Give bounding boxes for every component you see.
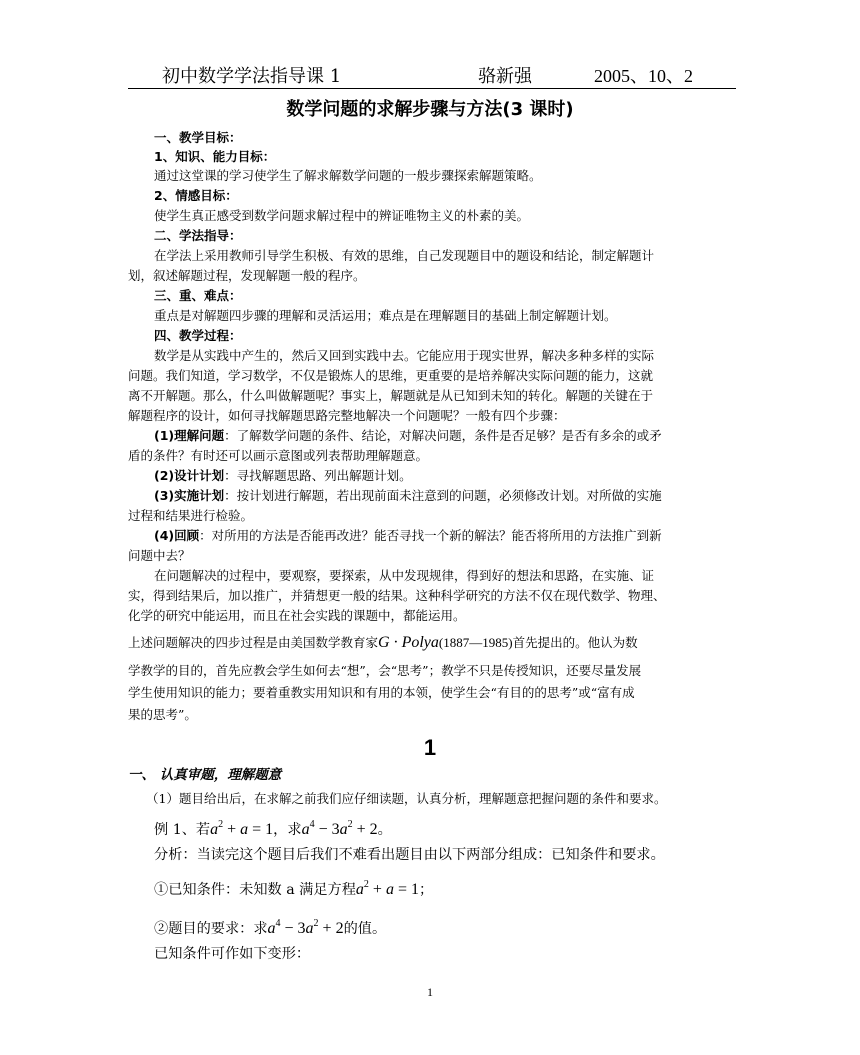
process-p1-line4: 解题程序的设计，如何寻找解题思路完整地解决一个问题呢？一般有四个步骤： [128, 408, 566, 423]
polya-years: (1887—1985) [438, 635, 513, 650]
step3-line1 [154, 486, 662, 505]
step4-line1 [154, 526, 662, 545]
condition-1-end: ； [418, 882, 434, 898]
keypoints-text: 重点是对解题四步骤的理解和灵活运用；难点是在理解题目的基础上制定解题计划。 [154, 308, 617, 323]
step4-label: (4)回顾 [154, 528, 200, 543]
polya-line2: 学教学的目的，首先应教会学生如何去“想”，会“思考”；教学不只是传授知识，还要尽量发展 [128, 663, 642, 678]
knowledge-text: 通过这堂课的学习使学生了解求解数学问题的一般步骤探索解题策略。 [154, 168, 542, 183]
process-p2-line3: 化学的研究中能运用，而且在社会实践的课题中，都能运用。 [128, 608, 466, 623]
part1-heading: 一、 认真审题，理解题意 [128, 767, 282, 783]
header-author: 骆新强 [478, 66, 532, 87]
step1-line2: 盾的条件？有时还可以画示意图或列表帮助理解题意。 [128, 448, 429, 463]
page-number: 1 [427, 985, 433, 999]
page-header [128, 60, 736, 89]
emotion-text: 使学生真正感受到数学问题求解过程中的辨证唯物主义的朴素的美。 [154, 208, 530, 223]
example-label: 例 1、若 [154, 822, 211, 838]
step2-line [154, 466, 412, 485]
guidance-heading: 二、学法指导： [154, 228, 242, 243]
polya-line4: 果的思考”。 [128, 707, 197, 722]
step1-label: (1)理解问题 [154, 428, 225, 443]
step2-text: ：寻找解题思路、列出解题计划。 [224, 468, 412, 483]
condition-2: ②题目的要求：求$a^4 - 3a^2 + 2$的值。 [154, 918, 387, 937]
process-p2-line1: 在问题解决的过程中，要观察，要探索，从中发现规律，得到好的想法和思路，在实施、证 [154, 568, 655, 583]
header-course: 初中数学学法指导课 1 [162, 66, 342, 87]
step1-line1 [154, 426, 662, 445]
header-date: 2005、10、2 [594, 66, 693, 86]
process-p1-line3: 离不开解题。那么，什么叫做解题呢？事实上，解题就是从已知到未知的转化。解题的关键在于 [128, 388, 654, 403]
step1-text: ：了解数学问题的条件、结论，对解决问题，条件是否足够？是否有多余的或矛 [224, 428, 662, 443]
document-title: 数学问题的求解步骤与方法(3 课时) [286, 99, 574, 120]
condition-1-pre: ①已知条件：未知数 a 满足方程 [154, 882, 356, 898]
condition-2-pre: ②题目的要求：求 [154, 921, 268, 937]
part1-intro: （1）题目给出后，在求解之前我们应仔细读题，认真分析，理解题意把握问题的条件和要求。 [146, 791, 667, 806]
step4-line2: 问题中去？ [128, 548, 191, 563]
guidance-text-2: 划，叙述解题过程，发现解题一般的程序。 [128, 268, 366, 283]
guidance-text-1: 在学法上采用教师引导学生积极、有效的思维，自己发现题目中的题设和结论，制定解题计 [154, 248, 655, 263]
polya-pre: 上述问题解决的四步过程是由美国数学教育家 [128, 635, 379, 650]
polya-name: G · Polya [378, 634, 439, 651]
page-marker: 1 [423, 735, 437, 760]
condition-1: ①已知条件：未知数 a 满足方程$a^2 + a = 1$； [154, 879, 434, 898]
emotion-heading: 2、情感目标： [154, 188, 238, 203]
step3-label: (3)实施计划 [154, 488, 225, 503]
knowledge-heading: 1、知识、能力目标： [154, 149, 276, 164]
transform-text: 已知条件可作如下变形： [154, 946, 311, 962]
step3-line2: 过程和结果进行检验。 [128, 508, 254, 523]
process-p1-line1: 数学是从实践中产生的，然后又回到实践中去。它能应用于现实世界，解决多种多样的实际 [154, 348, 655, 363]
example-end: 。 [377, 822, 392, 838]
polya-post: 首先提出的。他认为数 [512, 635, 638, 650]
analysis-text: 分析：当读完这个题目后我们不难看出题目由以下两部分组成：已知条件和要求。 [154, 847, 665, 863]
polya-line3: 学生使用知识的能力；要着重教实用知识和有用的本领，使学生会“有目的的思考”或“富有成 [128, 685, 635, 700]
step2-label: (2)设计计划 [154, 468, 225, 483]
step3-text: ：按计划进行解题，若出现前面未注意到的问题，必须修改计划。对所做的实施 [224, 488, 662, 503]
keypoints-heading: 三、重、难点： [154, 288, 242, 303]
step4-text: ：对所用的方法是否能再改进？能否寻找一个新的解法？能否将所用的方法推广到新 [199, 528, 662, 543]
example-mid: ，求 [273, 822, 302, 838]
process-p1-line2: 问题。我们知道，学习数学，不仅是锻炼人的思维，更重要的是培养解决实际问题的能力，这就 [128, 368, 654, 383]
process-heading: 四、教学过程： [154, 328, 242, 343]
polya-line1 [128, 633, 638, 652]
goals-heading: 一、教学目标： [154, 130, 242, 145]
example-1: 例 1、若$a^2 + a = 1$，求$a^4 - 3a^2 + 2$。 [154, 819, 392, 838]
process-p2-line2: 实，得到结果后，加以推广，并猜想更一般的结果。这种科学研究的方法不仅在现代数学、物理、 [128, 588, 666, 603]
condition-2-end: 的值。 [343, 921, 387, 937]
